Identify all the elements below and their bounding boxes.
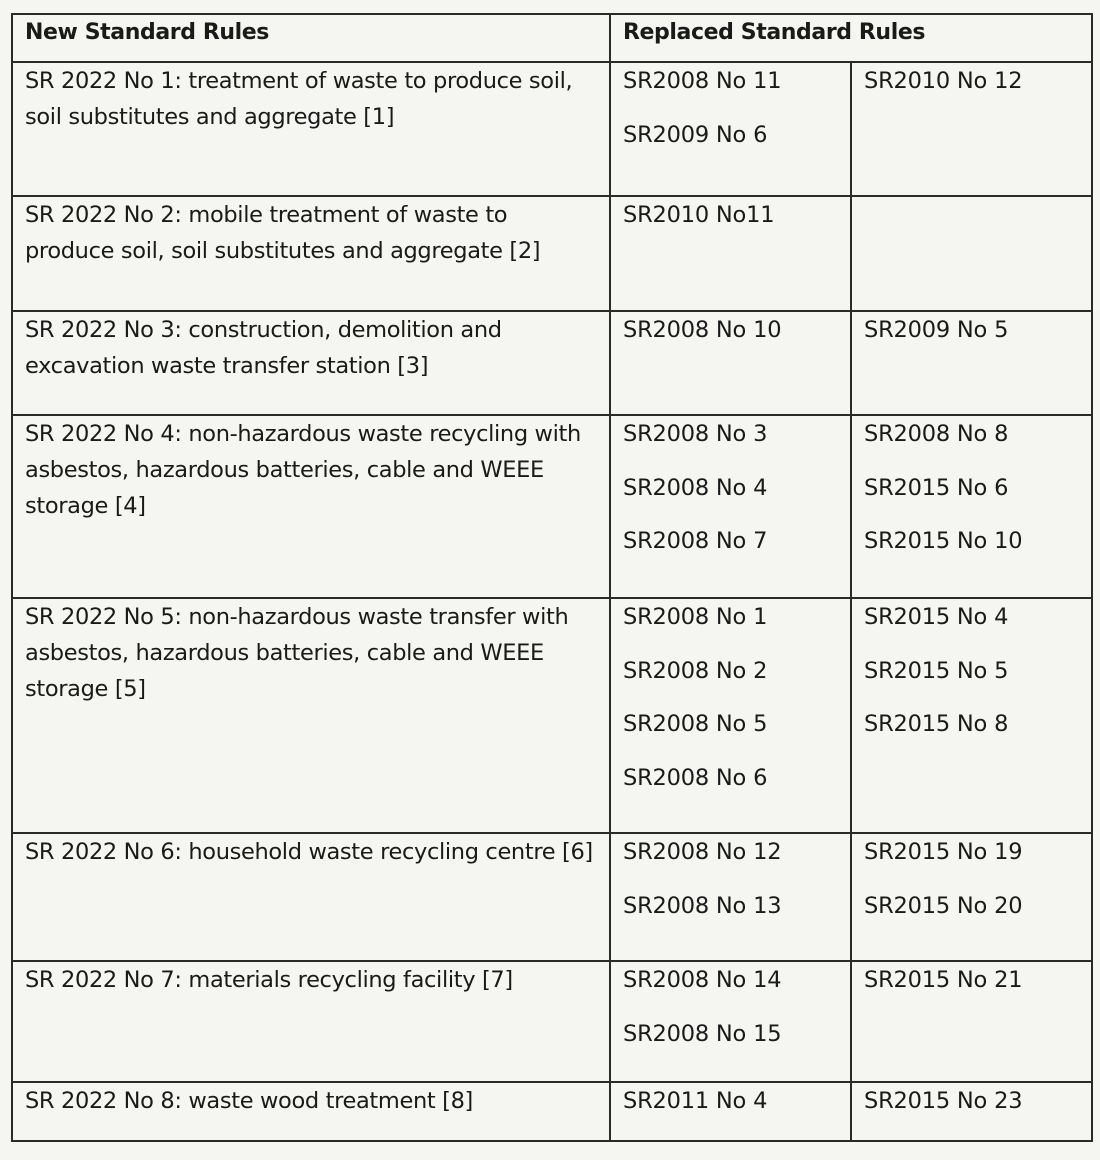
replaced-rule-code: SR2009 No 6 <box>623 121 768 148</box>
replaced-rule-code: SR2008 No 12 <box>623 839 782 865</box>
replaced-rules-cell-2 <box>851 833 1092 961</box>
replaced-rule-code: SR2008 No 5 <box>623 711 768 737</box>
replaced-rule-code: SR2011 No 4 <box>623 1088 768 1114</box>
table-row <box>12 415 1092 598</box>
table-row <box>12 833 1092 961</box>
replaced-rules-cell-2 <box>851 311 1092 415</box>
replaced-rule-code: SR2015 No 5 <box>864 657 1009 684</box>
replaced-rule-code: SR2008 No 13 <box>623 892 782 919</box>
new-rule-cell: SR 2022 No 1: treatment of waste to produce soil, soil substitutes and aggregate [1] <box>12 62 610 196</box>
table-row <box>12 62 1092 196</box>
replaced-rules-cell-1 <box>610 961 851 1082</box>
header-new-standard-rules: New Standard Rules <box>12 14 610 62</box>
replaced-rule-code: SR2015 No 19 <box>864 839 1023 865</box>
replaced-rules-cell-1 <box>610 598 851 833</box>
replaced-rule-code: SR2008 No 6 <box>623 764 768 791</box>
new-rule-cell: SR 2022 No 3: construction, demolition and excavation waste transfer station [3] <box>12 311 610 415</box>
replaced-rule-code: SR2008 No 10 <box>623 317 782 343</box>
table-row <box>12 311 1092 415</box>
new-rule-cell: SR 2022 No 6: household waste recycling centre [6] <box>12 833 610 961</box>
replaced-rule-code: SR2008 No 4 <box>623 474 768 501</box>
replaced-rule-code: SR2015 No 8 <box>864 711 1009 737</box>
table-row <box>12 598 1092 833</box>
replaced-rule-code: SR2015 No 20 <box>864 892 1023 919</box>
replaced-rules-cell-1 <box>610 833 851 961</box>
replaced-rules-cell-1 <box>610 311 851 415</box>
standard-rules-table <box>11 13 1093 1142</box>
replaced-rule-code: SR2015 No 6 <box>864 474 1009 501</box>
replaced-rule-code: SR2008 No 7 <box>623 528 768 554</box>
replaced-rules-cell-2 <box>851 961 1092 1082</box>
table-header-row <box>12 14 1092 62</box>
replaced-rule-code: SR2008 No 1 <box>623 604 768 630</box>
replaced-rule-code: SR2008 No 2 <box>623 657 768 684</box>
replaced-rules-cell-2 <box>851 196 1092 311</box>
replaced-rule-code: SR2015 No 4 <box>864 604 1009 630</box>
replaced-rule-code: SR2008 No 8 <box>864 421 1009 447</box>
replaced-rule-code: SR2008 No 14 <box>623 967 782 993</box>
replaced-rules-cell-1 <box>610 62 851 196</box>
new-rule-cell: SR 2022 No 7: materials recycling facility [7] <box>12 961 610 1082</box>
table-row <box>12 1082 1092 1141</box>
replaced-rule-code: SR2010 No11 <box>623 202 775 228</box>
replaced-rules-cell-1 <box>610 196 851 311</box>
table-row <box>12 196 1092 311</box>
new-rule-cell: SR 2022 No 2: mobile treatment of waste to produce soil, soil substitutes and aggregate [2] <box>12 196 610 311</box>
replaced-rule-code: SR2015 No 23 <box>864 1088 1023 1114</box>
replaced-rules-cell-2 <box>851 598 1092 833</box>
replaced-rules-cell-1 <box>610 415 851 598</box>
header-replaced-standard-rules: Replaced Standard Rules <box>610 14 1092 62</box>
replaced-rule-code: SR2009 No 5 <box>864 317 1009 343</box>
new-rule-cell: SR 2022 No 8: waste wood treatment [8] <box>12 1082 610 1141</box>
replaced-rule-code: SR2015 No 21 <box>864 967 1023 993</box>
replaced-rule-code: SR2008 No 15 <box>623 1020 782 1047</box>
table-row <box>12 961 1092 1082</box>
replaced-rules-cell-2 <box>851 1082 1092 1141</box>
new-rule-cell: SR 2022 No 4: non-hazardous waste recycling with asbestos, hazardous batteries, cable and WEEE storage [4] <box>12 415 610 598</box>
replaced-rule-code: SR2008 No 3 <box>623 421 768 447</box>
replaced-rule-code: SR2010 No 12 <box>864 68 1023 94</box>
replaced-rules-cell-2 <box>851 62 1092 196</box>
replaced-rules-cell-2 <box>851 415 1092 598</box>
new-rule-cell: SR 2022 No 5: non-hazardous waste transfer with asbestos, hazardous batteries, cable and WEEE storage [5] <box>12 598 610 833</box>
replaced-rule-code: SR2015 No 10 <box>864 528 1023 554</box>
replaced-rules-cell-1 <box>610 1082 851 1141</box>
replaced-rule-code: SR2008 No 11 <box>623 68 782 94</box>
